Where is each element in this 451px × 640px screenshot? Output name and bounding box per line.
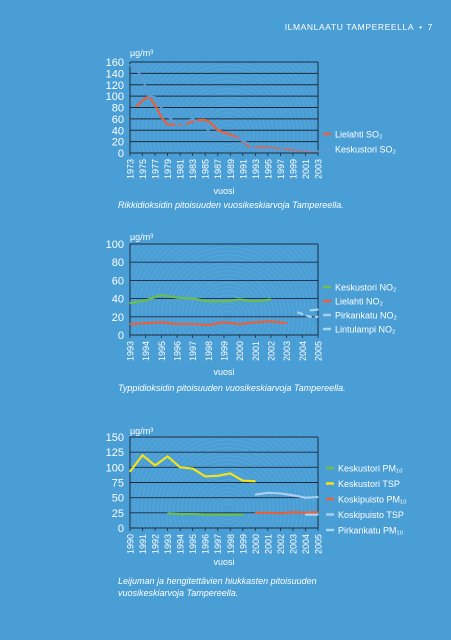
x-tick-label: 1995: [156, 341, 167, 362]
data-point: [186, 121, 187, 122]
y-tick-label: 60: [111, 275, 124, 288]
x-tick-label: 1981: [175, 159, 186, 180]
y-tick-label: 100: [105, 462, 124, 475]
data-point: [255, 494, 256, 495]
data-point: [161, 322, 162, 323]
data-point: [305, 150, 306, 151]
y-tick-label: 100: [105, 91, 124, 104]
y-tick-label: 140: [105, 68, 124, 81]
series-line: [298, 312, 318, 317]
data-point: [217, 514, 218, 515]
x-tick-label: 1996: [172, 341, 183, 362]
x-tick-label: 1998: [203, 341, 214, 362]
legend-label: Keskustori NO₂: [335, 282, 397, 293]
x-tick-label: 1985: [200, 159, 211, 180]
data-point: [192, 121, 193, 122]
data-point: [230, 514, 231, 515]
x-axis-label: vuosi: [213, 186, 235, 196]
data-point: [299, 149, 300, 150]
x-tick-label: 1998: [225, 534, 236, 555]
data-point: [270, 321, 271, 322]
y-tick-label: 20: [111, 311, 124, 324]
legend-label: Pirkankatu PM₁₀: [338, 525, 404, 536]
x-tick-label: 1993: [250, 159, 261, 180]
y-tick-label: 120: [105, 79, 124, 92]
publication-title: ILMANLAATU TAMPEREELLA: [284, 22, 415, 32]
data-point: [248, 144, 249, 145]
data-point: [280, 493, 281, 494]
bg-circle: [210, 492, 246, 528]
data-point: [255, 322, 256, 323]
x-tick-label: 1991: [138, 534, 149, 555]
x-tick-label: 1979: [163, 159, 174, 180]
data-point: [267, 492, 268, 493]
data-point: [180, 127, 181, 128]
x-tick-label: 2005: [313, 341, 324, 362]
y-axis-unit: µg/m³: [130, 426, 154, 436]
data-point: [317, 316, 318, 317]
data-point: [192, 513, 193, 514]
x-tick-label: 2000: [250, 534, 261, 555]
data-point: [217, 136, 218, 137]
y-tick-label: 40: [111, 293, 124, 306]
data-point: [270, 299, 271, 300]
legend-label: Lielahti NO₂: [335, 296, 384, 307]
header-bullet: •: [419, 22, 423, 32]
x-tick-label: 2003: [313, 159, 324, 180]
bg-circle: [98, 380, 358, 640]
x-tick-label: 1999: [288, 159, 299, 180]
data-point: [161, 294, 162, 295]
data-point: [154, 97, 155, 98]
y-tick-label: 0: [117, 330, 124, 342]
data-point: [317, 514, 318, 515]
y-tick-label: 100: [105, 239, 124, 251]
chart-1-caption: Rikkidioksidin pitoisuuden vuosikeskiarvoja Tampereella.: [118, 200, 344, 210]
data-point: [280, 513, 281, 514]
data-point: [208, 324, 209, 325]
y-axis-unit: µg/m³: [130, 48, 154, 58]
legend-label: Koskipuisto TSP: [338, 510, 404, 520]
data-point: [305, 514, 306, 515]
data-point: [311, 150, 312, 151]
data-point: [167, 513, 168, 514]
data-point: [286, 323, 287, 324]
data-point: [310, 310, 311, 311]
data-point: [205, 514, 206, 515]
x-tick-label: 1973: [125, 159, 136, 180]
x-tick-label: 1992: [150, 534, 161, 555]
x-tick-label: 1999: [238, 534, 249, 555]
x-tick-label: 1983: [188, 159, 199, 180]
data-point: [267, 148, 268, 149]
data-point: [154, 465, 155, 466]
data-point: [305, 512, 306, 513]
data-point: [302, 313, 303, 314]
data-point: [211, 123, 212, 124]
x-tick-label: 2000: [235, 341, 246, 362]
data-point: [142, 78, 143, 79]
x-tick-label: 2002: [266, 341, 277, 362]
bg-circle: [86, 0, 370, 277]
data-point: [292, 148, 293, 149]
data-point: [239, 299, 240, 300]
x-tick-label: 2001: [300, 159, 311, 180]
legend-label: Lintulampi NO₂: [335, 324, 396, 335]
data-point: [154, 105, 155, 106]
data-point: [223, 134, 224, 135]
data-point: [161, 117, 162, 118]
data-point: [136, 68, 137, 69]
data-point: [297, 312, 298, 313]
series-line: [310, 310, 318, 311]
data-point: [317, 309, 318, 310]
data-point: [217, 130, 218, 131]
data-point: [310, 316, 311, 317]
bg-circle: [82, 0, 374, 281]
x-tick-label: 1987: [213, 159, 224, 180]
data-point: [173, 121, 174, 122]
data-point: [148, 96, 149, 97]
data-point: [317, 512, 318, 513]
x-tick-label: 2001: [263, 534, 274, 555]
x-tick-label: 1997: [188, 341, 199, 362]
data-point: [255, 481, 256, 482]
data-point: [167, 456, 168, 457]
data-point: [242, 514, 243, 515]
data-point: [129, 471, 130, 472]
x-tick-label: 1975: [138, 159, 149, 180]
data-point: [230, 473, 231, 474]
data-point: [292, 512, 293, 513]
data-point: [145, 300, 146, 301]
x-tick-label: 1993: [163, 534, 174, 555]
x-tick-label: 2003: [282, 341, 293, 362]
x-tick-label: 2003: [288, 534, 299, 555]
data-point: [317, 496, 318, 497]
page-number: 7: [427, 22, 433, 32]
chart-3-caption: Leijuman ja hengitettävien hiukkasten pitoisuuden vuosikeskiarvoja Tampereella.: [118, 576, 317, 598]
data-point: [305, 497, 306, 498]
data-point: [255, 148, 256, 149]
data-point: [230, 134, 231, 135]
x-tick-label: 2005: [313, 534, 324, 555]
data-point: [267, 512, 268, 513]
data-point: [129, 323, 130, 324]
data-point: [205, 119, 206, 120]
bg-circle: [194, 476, 262, 544]
x-axis-label: vuosi: [213, 557, 235, 567]
data-point: [217, 475, 218, 476]
legend-label: Keskustori PM₁₀: [338, 463, 403, 474]
data-point: [223, 301, 224, 302]
x-axis-label: vuosi: [213, 367, 235, 377]
legend-label: Keskustori TSP: [338, 479, 400, 489]
legend-label: Koskipuisto PM₁₀: [338, 494, 407, 505]
x-tick-label: 1995: [188, 534, 199, 555]
bg-circle: [218, 500, 238, 520]
x-tick-label: 1994: [141, 341, 152, 362]
x-tick-label: 1996: [200, 534, 211, 555]
data-point: [205, 476, 206, 477]
data-point: [239, 323, 240, 324]
x-tick-label: 2004: [297, 341, 308, 362]
data-point: [192, 468, 193, 469]
data-point: [205, 125, 206, 126]
y-axis-unit: µg/m³: [130, 232, 154, 242]
y-tick-label: 0: [117, 523, 124, 535]
x-tick-label: 2001: [250, 341, 261, 362]
data-point: [242, 140, 243, 141]
data-point: [176, 297, 177, 298]
bg-circle: [142, 424, 314, 596]
x-tick-label: 1999: [219, 341, 230, 362]
data-point: [274, 149, 275, 150]
legend-label: Lielahti SO₂: [335, 129, 383, 140]
data-point: [280, 150, 281, 151]
y-tick-label: 150: [105, 432, 124, 444]
data-point: [230, 136, 231, 137]
y-tick-label: 0: [117, 148, 124, 160]
data-point: [236, 136, 237, 137]
data-point: [129, 64, 130, 65]
data-point: [286, 147, 287, 148]
bg-circle: [206, 488, 250, 532]
data-point: [167, 124, 168, 125]
y-tick-label: 60: [111, 113, 124, 126]
data-point: [176, 323, 177, 324]
x-tick-label: 2002: [275, 534, 286, 555]
data-point: [255, 301, 256, 302]
data-point: [223, 322, 224, 323]
y-tick-label: 160: [105, 57, 124, 69]
x-tick-label: 1997: [275, 159, 286, 180]
y-tick-label: 25: [111, 507, 124, 520]
x-tick-label: 1995: [263, 159, 274, 180]
data-point: [192, 118, 193, 119]
data-point: [161, 107, 162, 108]
chart-2-caption: Typpidioksidin pitoisuuden vuosikeskiarvoja Tampereella.: [118, 383, 346, 393]
data-point: [208, 301, 209, 302]
data-point: [292, 495, 293, 496]
data-point: [236, 138, 237, 139]
x-tick-label: 2004: [300, 534, 311, 555]
data-point: [142, 100, 143, 101]
x-tick-label: 1997: [213, 534, 224, 555]
bg-circle: [90, 372, 366, 640]
y-tick-label: 80: [111, 102, 124, 115]
data-point: [192, 323, 193, 324]
data-point: [167, 115, 168, 116]
y-tick-label: 80: [111, 257, 124, 270]
data-point: [211, 135, 212, 136]
x-tick-label: 1989: [225, 159, 236, 180]
data-point: [223, 132, 224, 133]
x-tick-label: 1990: [125, 534, 136, 555]
data-point: [261, 149, 262, 150]
legend-label: Keskustori SO₂: [335, 144, 397, 155]
x-tick-label: 1977: [150, 159, 161, 180]
bg-circle: [198, 480, 258, 540]
data-point: [180, 467, 181, 468]
bg-circle: [138, 420, 318, 600]
y-tick-label: 20: [111, 136, 124, 149]
data-point: [145, 323, 146, 324]
data-point: [242, 480, 243, 481]
data-point: [198, 123, 199, 124]
data-point: [180, 513, 181, 514]
x-tick-label: 1994: [175, 534, 186, 555]
data-point: [136, 106, 137, 107]
data-point: [142, 455, 143, 456]
data-point: [255, 512, 256, 513]
data-point: [129, 303, 130, 304]
series-line: [255, 512, 318, 513]
legend-label: Pirkankatu NO₂: [335, 310, 398, 321]
x-tick-label: 1991: [238, 158, 249, 180]
y-tick-label: 50: [111, 492, 124, 505]
data-point: [173, 124, 174, 125]
y-tick-label: 75: [111, 477, 124, 490]
y-tick-label: 125: [105, 447, 124, 460]
y-tick-label: 40: [111, 125, 124, 138]
data-point: [192, 298, 193, 299]
x-tick-label: 1993: [125, 341, 136, 362]
data-point: [261, 147, 262, 148]
data-point: [198, 119, 199, 120]
data-point: [317, 151, 318, 152]
